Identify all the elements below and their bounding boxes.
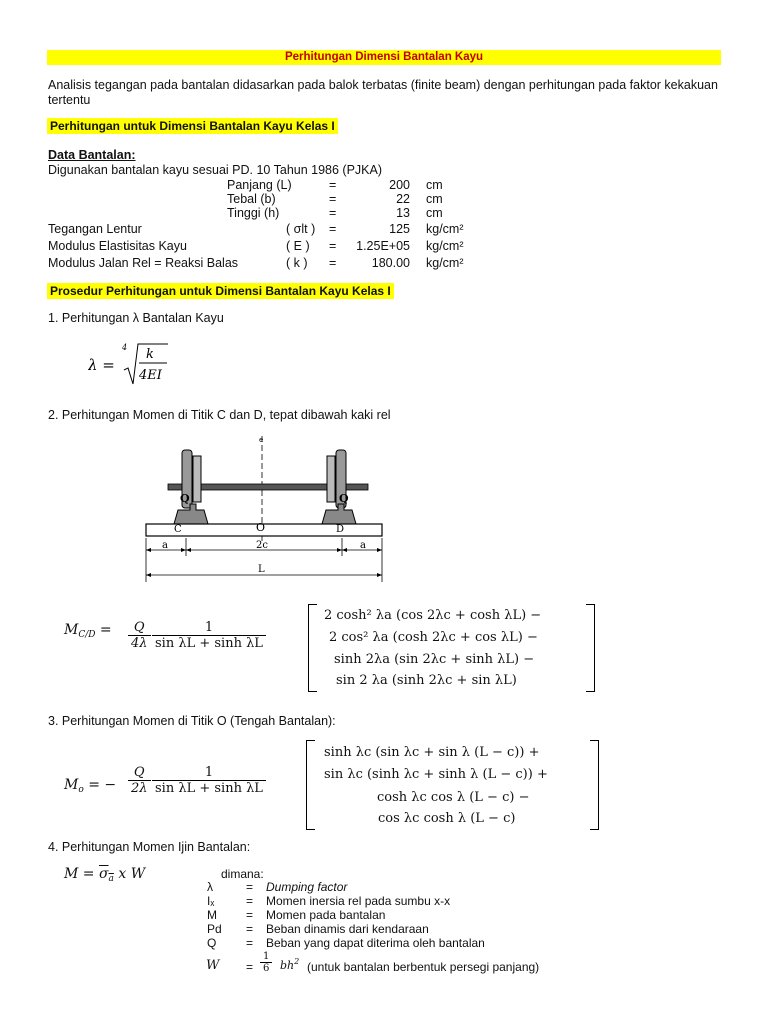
- dim-l: L: [258, 564, 265, 575]
- mcd-fraction-2: $\frac{1}{\text{sin λL + sinh λL}}$: [152, 620, 266, 651]
- mcd-line: 2 cos² λa (cosh 2λc + cos λL) −: [329, 630, 538, 645]
- section-heading-1: Perhitungan untuk Dimensi Bantalan Kayu Kelas I: [47, 119, 338, 133]
- param-label: Tegangan Lentur: [48, 222, 142, 236]
- param-unit: cm: [426, 178, 443, 192]
- param-equals: =: [329, 178, 337, 192]
- mcd-line: sinh 2λa (sin 2λc + sinh λL) −: [334, 652, 535, 667]
- point-c-label: C: [174, 524, 182, 535]
- param-symbol: ( E ): [286, 239, 310, 253]
- step-1: 1. Perhitungan λ Bantalan Kayu: [48, 311, 224, 325]
- w-equals: =: [246, 960, 254, 974]
- definition-symbol: Iₓ: [207, 894, 215, 908]
- q-right-label: Q: [339, 492, 349, 505]
- svg-text:λ =: λ =: [88, 356, 115, 374]
- dim-a-right: a: [360, 540, 366, 551]
- step-2: 2. Perhitungan Momen di Titik C dan D, tepat dibawah kaki rel: [48, 408, 391, 422]
- point-o-label: O: [256, 521, 266, 534]
- definition-symbol: Pd: [207, 922, 222, 936]
- mo-bracket-left: [306, 740, 315, 830]
- definition-text: Beban yang dapat diterima oleh bantalan: [266, 936, 485, 950]
- mcd-line: sin 2 λa (sinh 2λc + sin λL): [336, 673, 517, 688]
- data-heading: Data Bantalan:: [48, 148, 136, 162]
- definitions-header: dimana:: [221, 867, 264, 881]
- mo-line: sinh λc (sin λc + sin λ (L − c)) +: [324, 745, 540, 760]
- mo-lhs: $M_o$ = −: [64, 777, 117, 795]
- svg-text:4EI: 4EI: [139, 368, 162, 383]
- dim-a-left: a: [162, 540, 168, 551]
- mo-line: cos λc cosh λ (L − c): [378, 811, 516, 826]
- param-unit: cm: [426, 206, 443, 220]
- param-label: Modulus Jalan Rel = Reaksi Balas: [48, 256, 239, 270]
- definition-equals: =: [246, 894, 254, 908]
- param-value: 180.00: [371, 256, 410, 270]
- step-4: 4. Perhitungan Momen Ijin Bantalan:: [48, 840, 251, 854]
- definition-equals: =: [246, 908, 254, 922]
- definition-equals: =: [246, 880, 254, 894]
- definition-symbol: λ: [207, 880, 213, 894]
- param-value: 22: [396, 192, 410, 206]
- param-value: 13: [396, 206, 410, 220]
- param-value: 1.25E+05: [356, 239, 410, 253]
- param-symbol: ( σlt ): [286, 222, 316, 236]
- w-bh2: $bh^2$: [280, 957, 300, 972]
- definition-text: Momen pada bantalan: [266, 908, 386, 922]
- mcd-bracket-left: [308, 604, 317, 692]
- param-unit: kg/cm²: [426, 222, 464, 236]
- moment-allow-formula: $M = \sigma_a$ x W: [64, 866, 146, 884]
- param-equals: =: [329, 239, 337, 253]
- param-value: 125: [389, 222, 410, 236]
- w-fraction: $\frac{1}{6}$: [260, 951, 272, 974]
- intro-paragraph: Analisis tegangan pada bantalan didasarkan pada balok terbatas (finite beam) dengan perhitungan pada faktor kekakuan tertentu: [48, 78, 718, 107]
- w-symbol: W: [206, 958, 220, 973]
- mo-line: cosh λc cos λ (L − c) −: [377, 790, 530, 805]
- w-definition-text: (untuk bantalan berbentuk persegi panjang): [307, 960, 540, 974]
- definition-symbol: M: [207, 908, 217, 922]
- mo-line: sin λc (sinh λc + sinh λ (L − c)) +: [324, 767, 548, 782]
- mo-fraction-1: $\frac{Q}{2\lambda}$: [128, 765, 151, 796]
- lambda-formula: [88, 340, 178, 392]
- mo-bracket-right: [590, 740, 599, 830]
- section-heading-2: Prosedur Perhitungan untuk Dimensi Bantalan Kayu Kelas I: [47, 284, 394, 298]
- svg-text:4: 4: [122, 343, 128, 352]
- point-d-label: D: [336, 524, 345, 535]
- param-unit: kg/cm²: [426, 239, 464, 253]
- param-unit: kg/cm²: [426, 256, 464, 270]
- mcd-line: 2 cosh² λa (cos 2λc + cosh λL) −: [324, 608, 542, 623]
- lambda-formula-svg: [88, 340, 178, 388]
- param-symbol: Tebal (b): [227, 192, 276, 206]
- param-label: Modulus Elastisitas Kayu: [48, 239, 187, 253]
- mcd-lhs: $M_{C/D}$ =: [64, 622, 112, 640]
- definition-equals: =: [246, 936, 254, 950]
- page-title: Perhitungan Dimensi Bantalan Kayu: [47, 50, 721, 65]
- param-value: 200: [389, 178, 410, 192]
- definition-text: Momen inersia rel pada sumbu x-x: [266, 894, 451, 908]
- param-symbol: Panjang (L): [227, 178, 292, 192]
- definition-text: Beban dinamis dari kendaraan: [266, 922, 429, 936]
- mcd-fraction-1: $\frac{Q}{4\lambda}$: [128, 620, 151, 651]
- param-symbol: Tinggi (h): [227, 206, 280, 220]
- param-unit: cm: [426, 192, 443, 206]
- mcd-bracket-right: [586, 604, 595, 692]
- definition-text: Dumping factor: [266, 880, 348, 894]
- data-description: Digunakan bantalan kayu sesuai PD. 10 Tahun 1986 (PJKA): [48, 163, 383, 177]
- sleeper-diagram: [140, 432, 390, 587]
- mo-fraction-2: $\frac{1}{\text{sin λL + sinh λL}}$: [152, 765, 266, 796]
- dim-2c: 2c: [256, 540, 268, 551]
- param-equals: =: [329, 192, 337, 206]
- param-symbol: ( k ): [286, 256, 308, 270]
- step-3: 3. Perhitungan Momen di Titik O (Tengah Bantalan):: [48, 714, 336, 728]
- param-equals: =: [329, 222, 337, 236]
- definition-symbol: Q: [207, 936, 217, 950]
- svg-text:k: k: [146, 347, 154, 362]
- param-equals: =: [329, 256, 337, 270]
- definition-equals: =: [246, 922, 254, 936]
- q-left-label: Q: [180, 492, 190, 505]
- svg-text:e: e: [259, 436, 264, 444]
- param-equals: =: [329, 206, 337, 220]
